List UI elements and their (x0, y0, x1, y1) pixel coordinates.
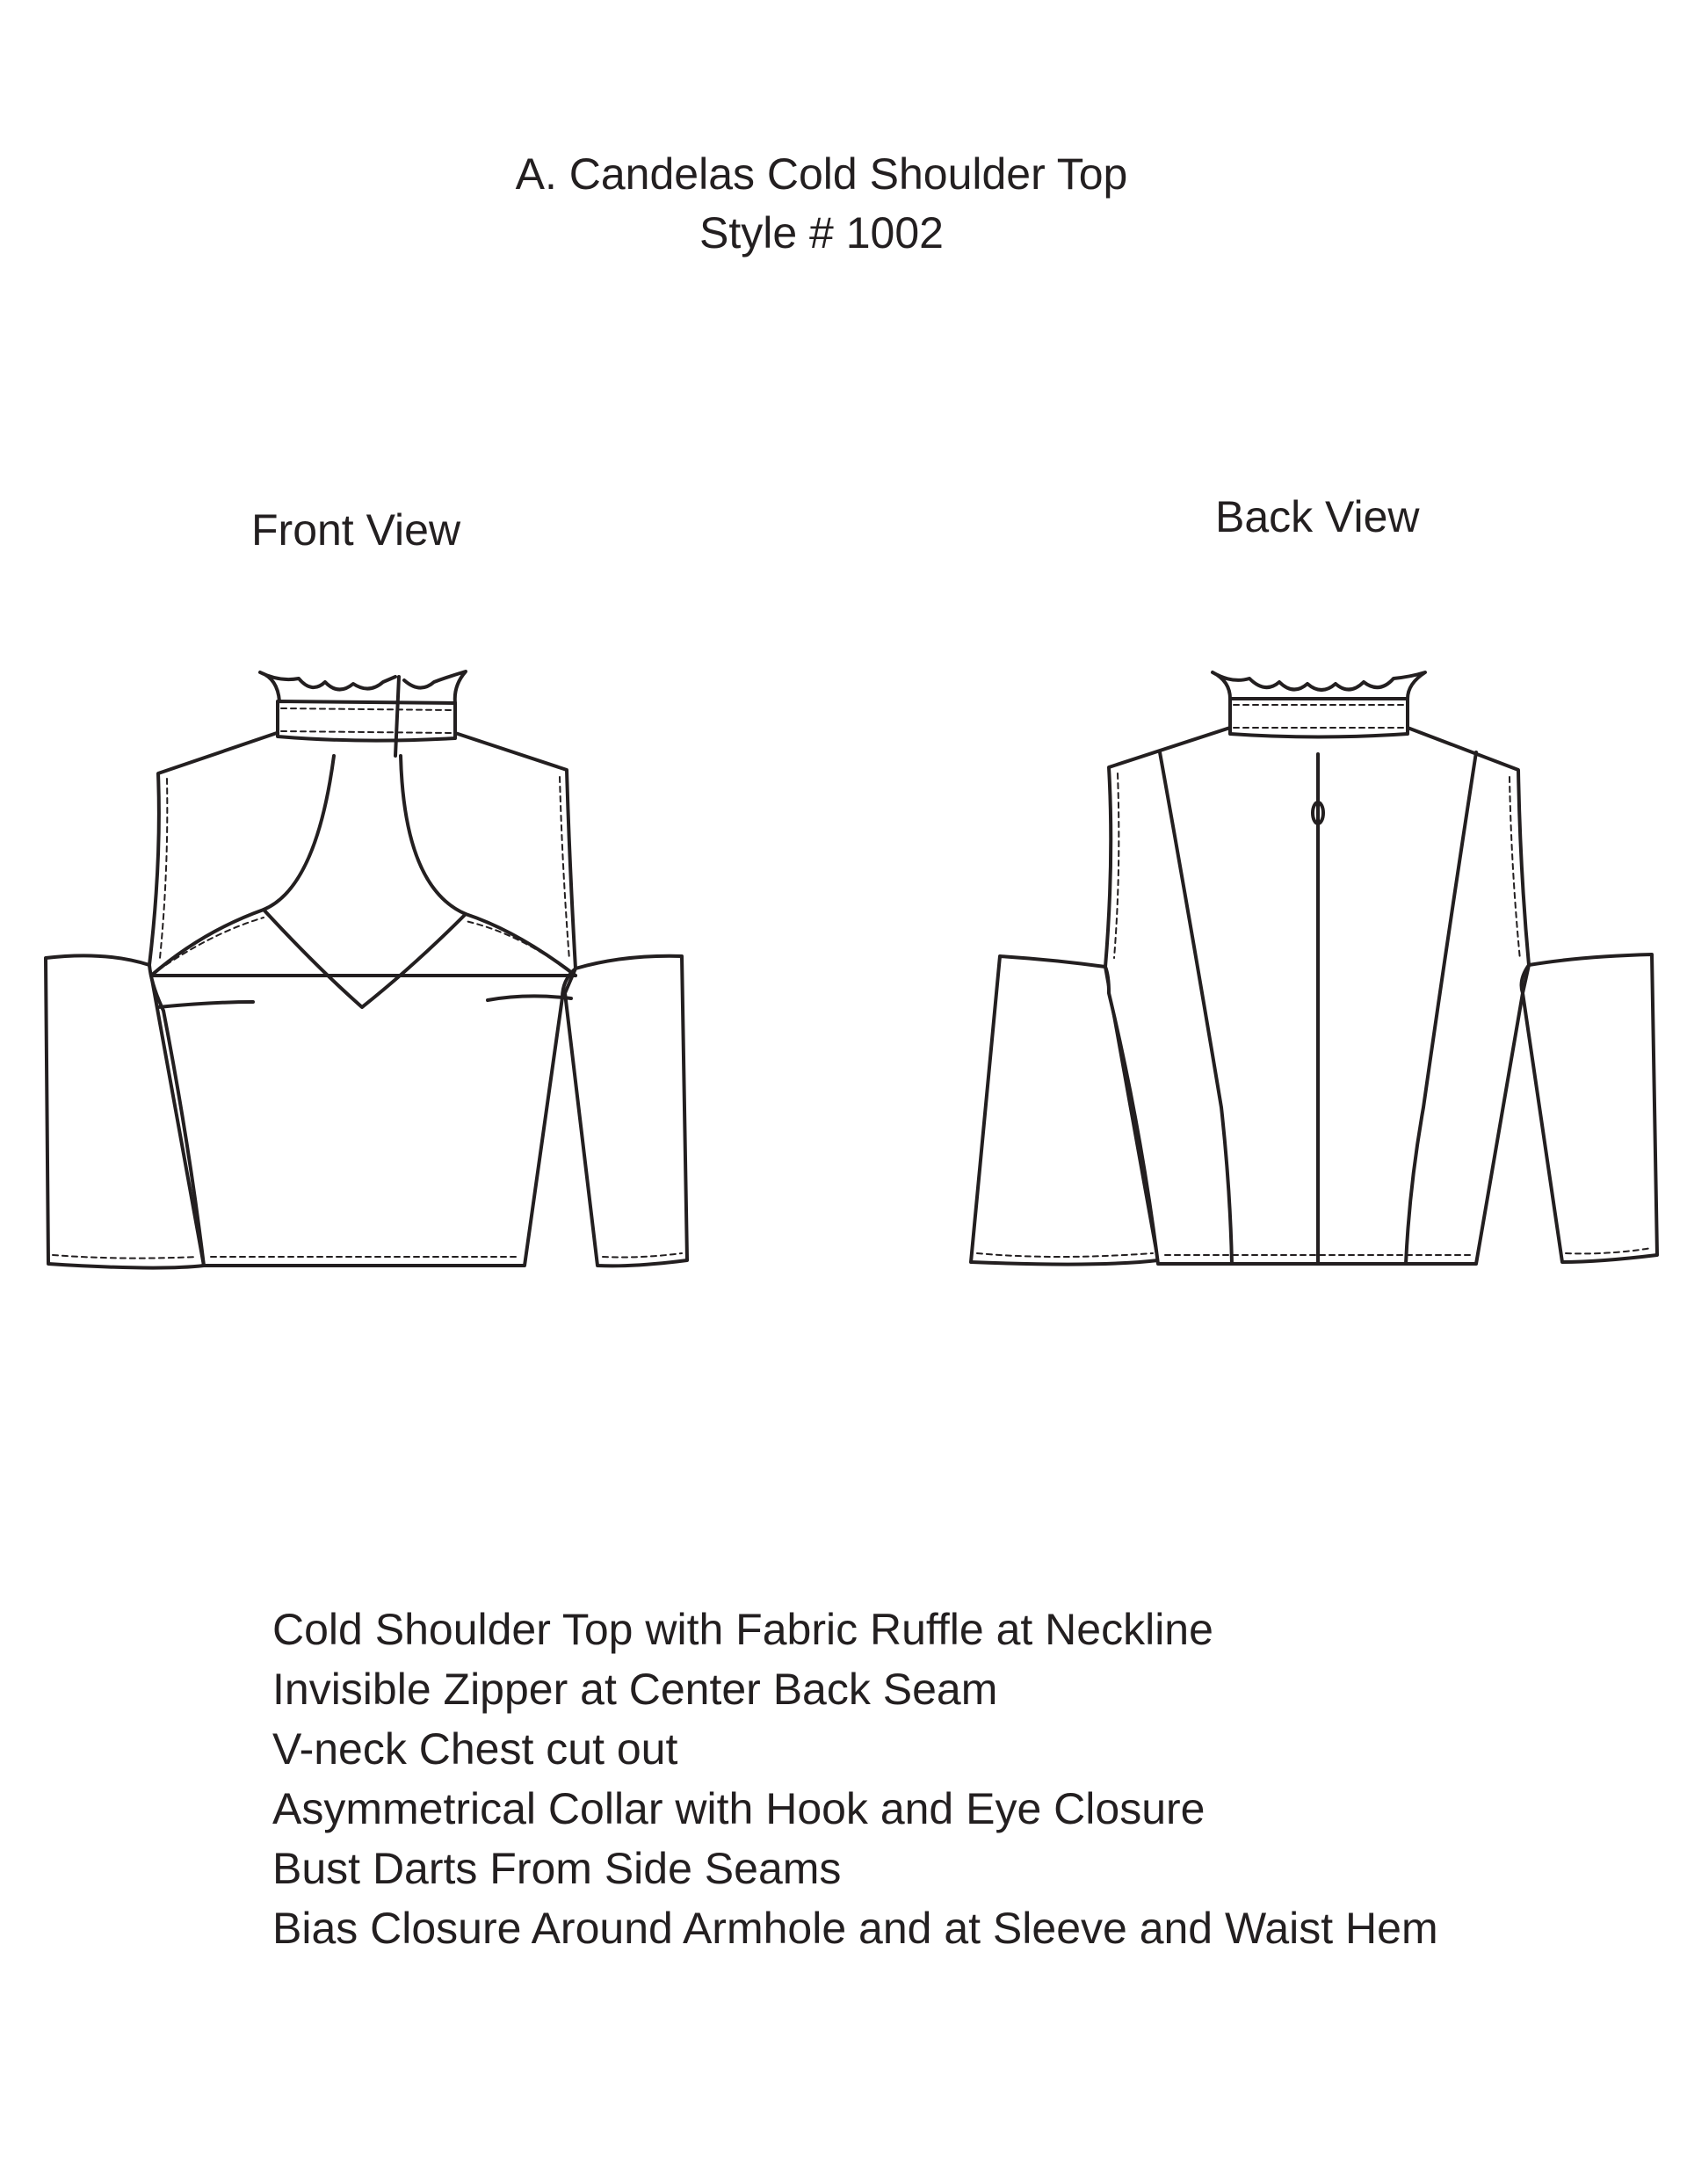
back-view-label: Back View (1215, 492, 1420, 541)
feature-item: Bias Closure Around Armhole and at Sleeve and Waist Hem (272, 1904, 1438, 1953)
feature-item: Bust Darts From Side Seams (272, 1844, 842, 1893)
feature-item: Asymmetrical Collar with Hook and Eye Closure (272, 1784, 1206, 1833)
feature-item: V-neck Chest cut out (272, 1724, 678, 1774)
back-right-sleeve (1523, 954, 1657, 1262)
back-neck-ruffle (1213, 672, 1425, 699)
style-number: Style # 1002 (699, 208, 944, 258)
feature-item: Invisible Zipper at Center Back Seam (272, 1665, 998, 1714)
front-view-label: Front View (251, 505, 461, 555)
style-title: A. Candelas Cold Shoulder Top (515, 149, 1128, 199)
feature-item: Cold Shoulder Top with Fabric Ruffle at Neckline (272, 1605, 1213, 1654)
feature-list (272, 1600, 1438, 1958)
